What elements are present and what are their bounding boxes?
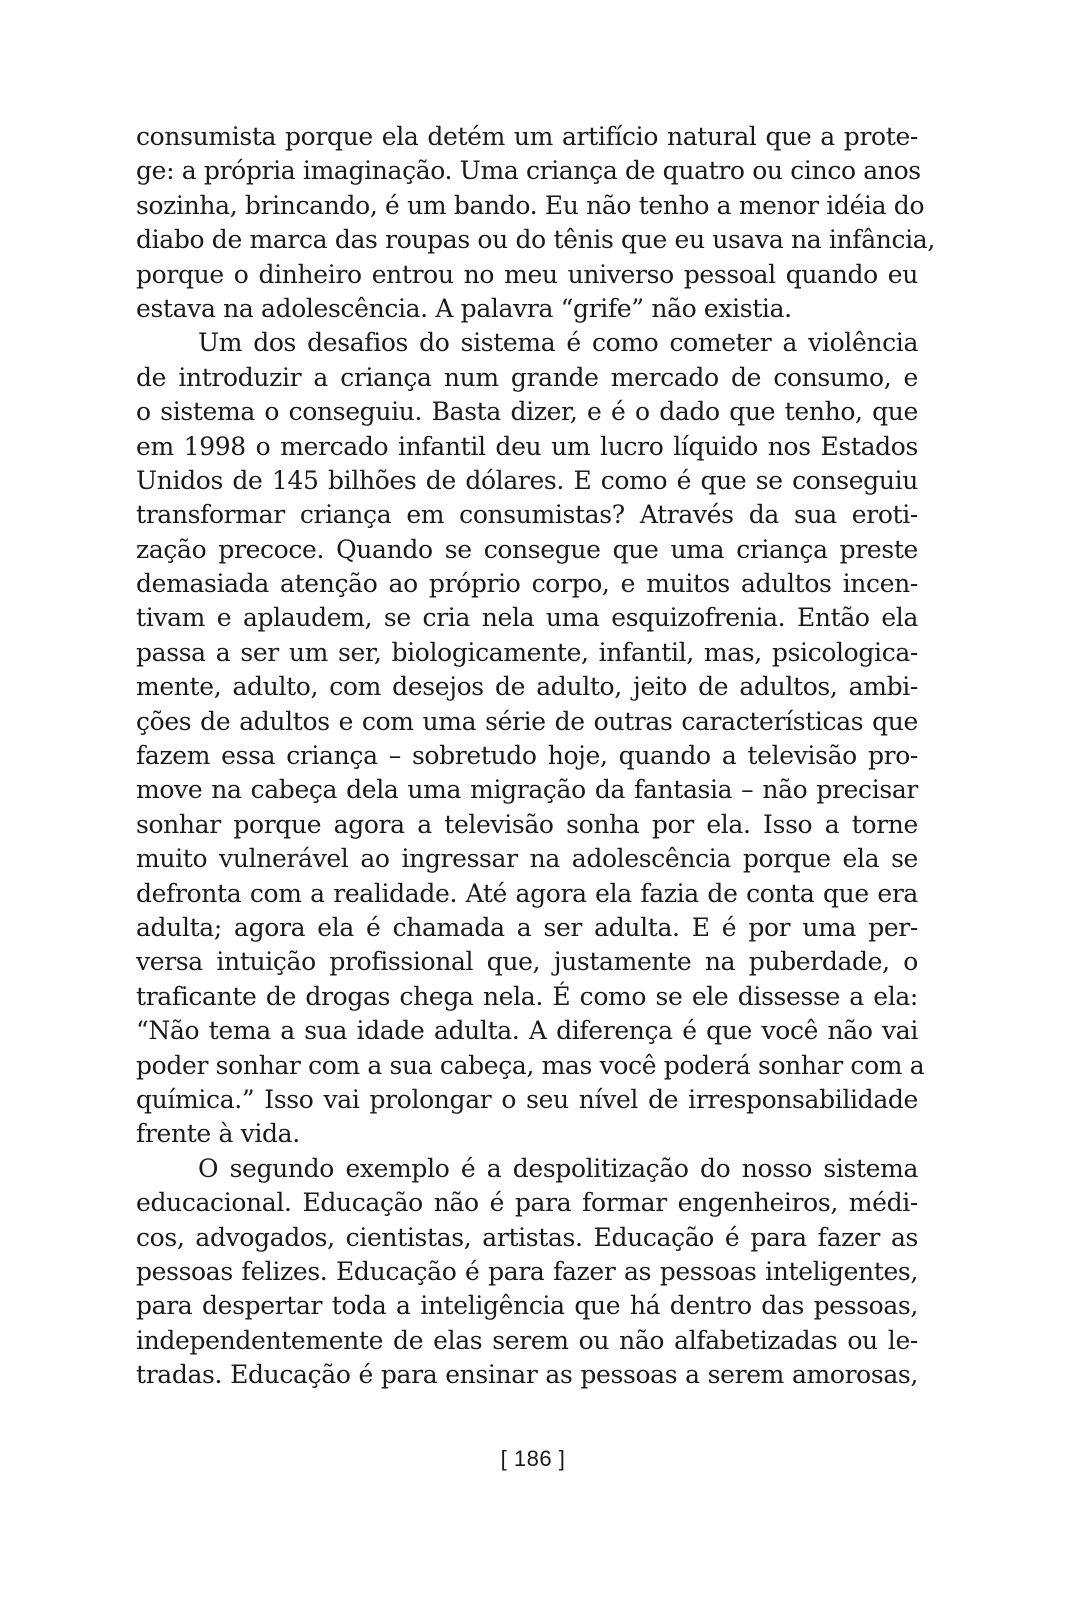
text-line: transformar criança em consumistas? Através da sua eroti- xyxy=(136,500,918,530)
text-line: independentemente de elas serem ou não alfabetizadas ou le- xyxy=(136,1325,918,1355)
text-line: ções de adultos e com uma série de outras características que xyxy=(136,706,918,736)
text-line: O segundo exemplo é a despolitização do nosso sistema xyxy=(198,1153,918,1183)
text-line: demasiada atenção ao próprio corpo, e muitos adultos incen- xyxy=(136,569,918,599)
text-line: tradas. Educação é para ensinar as pessoas a serem amorosas, xyxy=(136,1360,918,1390)
text-line: traficante de drogas chega nela. É como se ele dissesse a ela: xyxy=(136,981,918,1011)
text-line: ge: a própria imaginação. Uma criança de quatro ou cinco anos xyxy=(136,156,921,186)
text-line: passa a ser um ser, biologicamente, infantil, mas, psicologica- xyxy=(136,637,918,667)
text-line: o sistema o conseguiu. Basta dizer, e é o dado que tenho, que xyxy=(136,397,918,427)
text-line: cos, advogados, cientistas, artistas. Educação é para fazer as xyxy=(136,1222,918,1252)
text-line: educacional. Educação não é para formar engenheiros, médi- xyxy=(136,1188,918,1218)
text-line: de introduzir a criança num grande mercado de consumo, e xyxy=(136,362,918,392)
paragraph-3 xyxy=(136,1152,918,1393)
text-line: defronta com a realidade. Até agora ela fazia de conta que era xyxy=(136,878,918,908)
text-line: consumista porque ela detém um artifício natural que a prote- xyxy=(136,122,918,151)
text-line: adulta; agora ela é chamada a ser adulta. E é por uma per- xyxy=(136,912,918,942)
text-line: versa intuição profissional que, justamente na puberdade, o xyxy=(136,947,918,977)
text-line: Unidos de 145 bilhões de dólares. E como é que se conseguiu xyxy=(136,465,918,495)
text-line: porque o dinheiro entrou no meu universo pessoal quando eu xyxy=(136,259,918,289)
text-line: tivam e aplaudem, se cria nela uma esquizofrenia. Então ela xyxy=(136,603,918,633)
text-line: frente à vida. xyxy=(136,1119,300,1149)
text-line: move na cabeça dela uma migração da fantasia – não precisar xyxy=(136,775,918,805)
text-line: “Não tema a sua idade adulta. A diferença é que você não vai xyxy=(136,1016,918,1046)
text-line: diabo de marca das roupas ou do tênis que eu usava na infância, xyxy=(136,225,935,255)
paragraph-2 xyxy=(136,326,925,1151)
text-line: sozinha, brincando, é um bando. Eu não tenho a menor idéia do xyxy=(136,190,925,220)
body-text xyxy=(136,120,935,1392)
text-line: mente, adulto, com desejos de adulto, jeito de adultos, ambi- xyxy=(136,672,918,702)
text-line: química.” Isso vai prolongar o seu nível de irresponsabilidade xyxy=(136,1084,918,1114)
text-line: pessoas felizes. Educação é para fazer as pessoas inteligentes, xyxy=(136,1256,918,1286)
text-line: estava na adolescência. A palavra “grife” não existia. xyxy=(136,293,792,323)
text-line: em 1998 o mercado infantil deu um lucro líquido nos Estados xyxy=(136,431,918,461)
text-line: Um dos desafios do sistema é como cometer a violência xyxy=(198,328,918,358)
text-line: zação precoce. Quando se consegue que uma criança preste xyxy=(136,534,918,564)
text-line: poder sonhar com a sua cabeça, mas você poderá sonhar com a xyxy=(136,1050,925,1080)
text-line: fazem essa criança – sobretudo hoje, quando a televisão pro- xyxy=(136,741,918,771)
text-line: muito vulnerável ao ingressar na adolescência porque ela se xyxy=(136,844,918,874)
text-line: para despertar toda a inteligência que há dentro das pessoas, xyxy=(136,1291,918,1321)
paragraph-1 xyxy=(136,120,935,326)
text-line: sonhar porque agora a televisão sonha por ela. Isso a torne xyxy=(136,809,918,839)
page-number: [ 186 ] xyxy=(500,1446,566,1471)
